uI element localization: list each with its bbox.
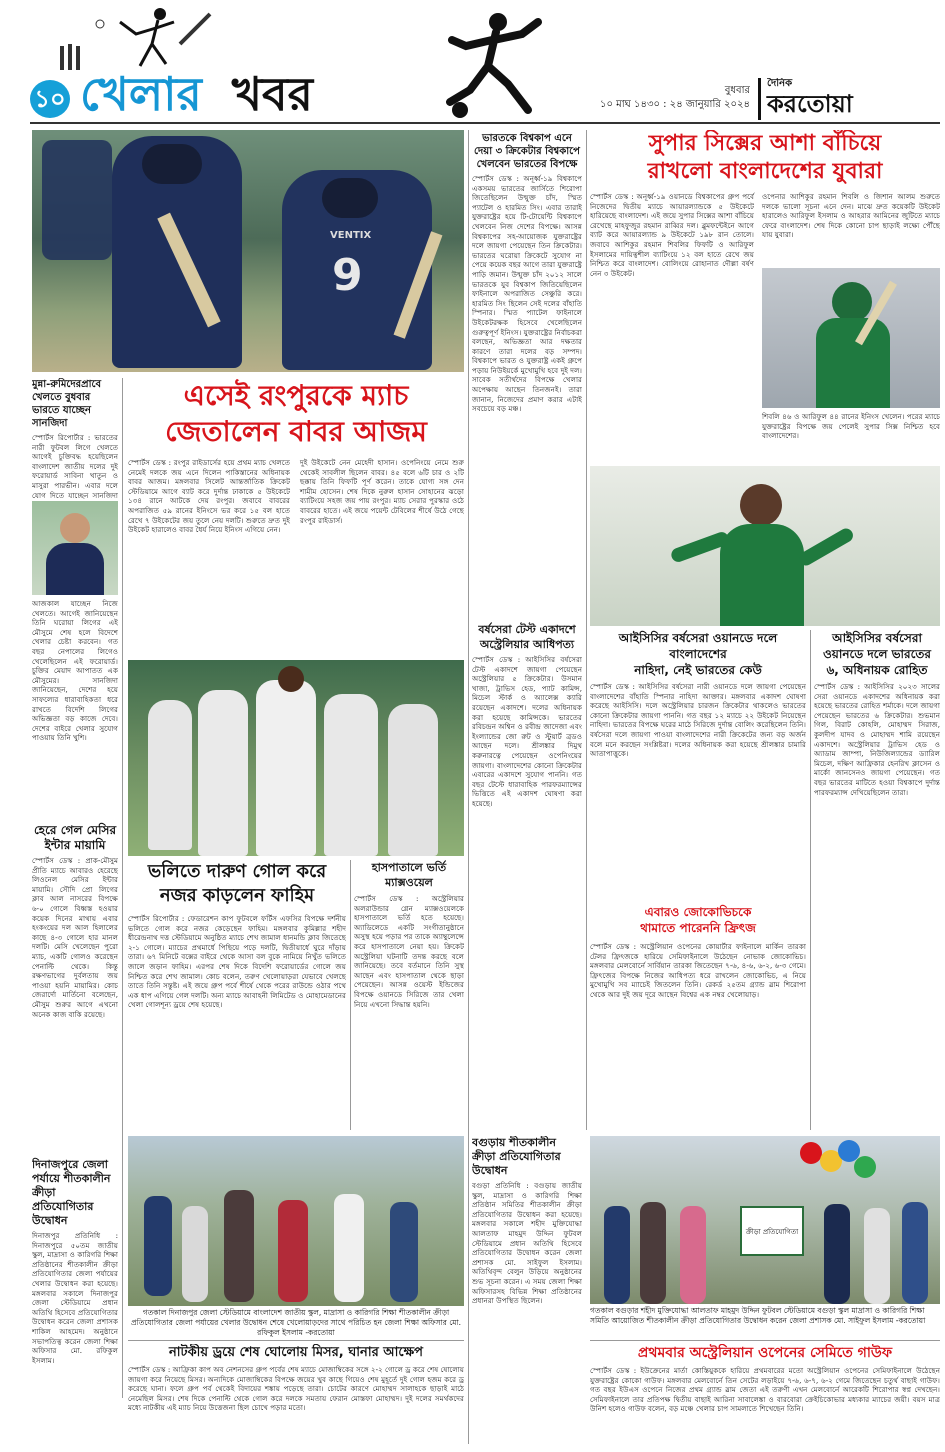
bogura-mid-story: [472, 1136, 582, 1444]
u19-story-col1: স্পোর্টস ডেস্ক : অনূর্ধ্ব-১৯ ওয়ানডে বিশ্বকাপের গ্রুপ পর্বে নিজেদের দ্বিতীয় ম্যাচে আয়ারল্যান্ডকে ৫ উইকেটে হারিয়েছে বাংলাদেশ। এই জয়ে সুপার সিক্সের আশা বাঁচিয়ে রেখেছে মাহফুজুর রহমান রাব্বির দল। ব্লুমফন্টেইনে আগে ব্যাট করে আয়ারল্যান্ড ৯ উইকেটে ১৯৮ রান তোলে। জবাবে আশিকুর রহমান শিবলির ফিফটি ও আরিফুল ইসলামের দায়িত্বশীল ব্যাটিংয়ে ১২ বল হাতে রেখে জয় নিশ্চিত করে বাংলাদেশ। বোলিংয়ে রোহানাত দৌল্লা বর্ষণ নেন ৩ উইকেট।: [590, 192, 754, 278]
messi-story: স্পোর্টস ডেস্ক : প্রাক-মৌসুম প্রীতি ম্যাচে আবারও হেরেছে লিওনেল মেসির ইন্টার মায়ামি। সৌদি প্রো লিগের ক্লাব আল নাসরের বিপক্ষে ৬-০ গোলে বিধ্বস্ত হওয়ার কয়েক দিনের মাথায় এবার হংকংয়ের দল আল হিলালের কাছে ৪-৩ গোলে হার মানল দলটি। মেসি খেলেছেন পুরো ম্যাচ, একটি গোলও করেছেন পেনাল্টি থেকে। কিন্তু রক্ষণভাগের দুর্বলতায় জয় পাওয়া হয়নি মায়ামির। কোচ জেরার্দো মার্তিনো বলেছেন, মৌসুম শুরুর আগে এখনো অনেক কাজ বাকি রয়েছে।: [32, 856, 118, 1019]
left-column: [32, 378, 118, 1398]
page-number: ১০: [34, 85, 66, 113]
babar-headline-2: জেতালেন বাবর আজম: [165, 415, 427, 448]
djokovic-headline-1: এবারও জোকোভিচকে: [644, 905, 752, 919]
maxwell-story: [354, 860, 464, 1130]
babar-batting-photo: [32, 130, 464, 372]
bogura-caption-credit: -করতোয়া: [895, 1316, 926, 1325]
jersey-text: VENTIX: [330, 230, 372, 241]
dinajpur-photo-caption: [128, 1308, 464, 1338]
section-title-1: খেলার: [80, 67, 202, 121]
paper-small: দৈনিক: [767, 78, 793, 89]
gauff-headline: প্রথমবার অস্ট্রেলিয়ান ওপেনের সেমিতে গাউফ: [637, 1345, 893, 1361]
nahida-photo: [590, 466, 940, 626]
fahim-story-body: স্পোর্টস রিপোর্টার : ফেডারেশন কাপ ফুটবলে ফর্টিস এফসির বিপক্ষে দর্শনীয় ভলিতে গোল করে নজর কেড়েছেন ফাহিম। মঙ্গলবার কুমিল্লার শহীদ ধীরেন্দ্রনাথ দত্ত স্টেডিয়ামে অনুষ্ঠিত ম্যাচে শেখ জামাল ধানমন্ডি ক্লাব জিতেছে ২-১ গোলে। ম্যাচের প্রথমার্ধে পিছিয়ে পড়ে দলটি, দ্বিতীয়ার্ধে ঘুরে দাঁড়ায় তারা। ৬৭ মিনিটে বক্সের বাইরে থেকে আসা বল বুকে নামিয়ে নিখুঁত ভলিতে জালে জড়ান ফাহিম। এরপর শেষ দিকে বিদেশি ফরোয়ার্ডের গোলে জয় নিশ্চিত করে শেখ জামাল। কোচ বলেন, তরুণ খেলোয়াড়রা যেভাবে খেলছে তাতে তিনি সন্তুষ্ট। এই জয়ে গ্রুপ পর্বে শীর্ষে থেকে পরের রাউন্ডে ওঠার পথে এক ধাপ এগিয়ে গেল দলটি। অন্য ম্যাচে আবাহনী লিমিটেড ও মোহামেডানের খেলা গোলশূন্য ড্রয়ে শেষ হয়েছে।: [128, 914, 346, 1010]
messi-headline: হেরে গেল মেসির ইন্টার মায়ামি: [33, 823, 117, 852]
dinajpur-event-photo: [128, 1136, 464, 1306]
page-number-badge: [30, 80, 70, 118]
maxwell-headline: হাসপাতালে ভর্তি ম্যাক্সওয়েল: [371, 861, 447, 889]
sanjida-story-intro: স্পোর্টস রিপোর্টার : ভারতের নারী ফুটবল লিগে খেলতে আগেই চুক্তিবদ্ধ হয়েছিলেন বাংলাদেশ জাতীয় দলের দুই ফরোয়ার্ড সাবিনা খাতুন ও মাসুরা পারভীন। এবার দলে যোগ দিতে যাচ্ছেন সানজিদা: [32, 433, 118, 500]
u19-story: [590, 130, 940, 460]
u19-headline-1: সুপার সিক্সের আশা বাঁচিয়ে: [648, 131, 882, 156]
djokovic-story-body: স্পোর্টস ডেস্ক : অস্ট্রেলিয়ান ওপেনের কোয়ার্টার ফাইনালে মার্কিন তারকা টেলর ফ্রিৎজকে হারিয়ে সেমিফাইনালে উঠেছেন নোভাক জোকোভিচ। মঙ্গলবার মেলবোর্নে সার্বিয়ান তারকা জিতেছেন ৭-৬, ৪-৬, ৬-২, ৬-৩ গেমে। ফ্রিৎজের বিপক্ষে নিজের আধিপত্য ধরে রাখলেন জোকোভিচ, এ নিয়ে মুখোমুখি সব ম্যাচেই জিতলেন তিনি। রেকর্ড ২৫তম গ্র্যান্ড স্লাম শিরোপা থেকে আর দুই জয় দূরে আছেন বিশ্বের এক নম্বর খেলোয়াড়।: [590, 942, 806, 999]
maxwell-story-body: স্পোর্টস ডেস্ক : অস্ট্রেলিয়ার অলরাউন্ডার গ্লেন ম্যাক্সওয়েলকে হাসপাতালে ভর্তি হতে হয়েছে। অ্যাডিলেডে একটি সংগীতানুষ্ঠানে অসুস্থ হয়ে পড়ার পর তাকে অ্যাম্বুলেন্সে করে হাসপাতালে নেয়া হয়। ক্রিকেট অস্ট্রেলিয়া ঘটনাটি তদন্ত করছে বলে জানিয়েছে। তবে বর্তমানে তিনি সুস্থ আছেন এবং হাসপাতাল থেকে ছাড়া পেয়েছেন। আসন্ন ওয়েস্ট ইন্ডিজের বিপক্ষে ওয়ানডে সিরিজে তার খেলা নিয়ে এখনো সিদ্ধান্ত হয়নি।: [354, 894, 464, 1009]
fahim-celebration-photo: [128, 660, 464, 856]
rohit-headline-2: ওয়ানডে দলে ভারতের: [822, 647, 932, 661]
jersey-number: 9: [332, 250, 363, 301]
sanjida-story-body: আজকাল যাচ্ছেন নিজে খেলতে। আগেই জানিয়েছেন তিনি ঘরোয়া লিগের এই মৌসুমে শেষ হলে বিদেশে খেলার চেষ্টা করবেন। গত বছর নেপালের লিগেও খেলেছিলেন এই ফরোয়ার্ড। চুক্তির মেয়াদ আপাতত এক মৌসুমের। সানজিদা জানিয়েছেন, দেশের হয়ে সাফল্যের ধারাবাহিকতা ধরে রাখতে বিদেশি লিগের অভিজ্ঞতা বড় কাজে দেবে। দেশের বাইরে খেলার সুযোগ পাওয়ায় তিনি খুশি।: [32, 599, 118, 743]
egypt-story: [128, 1344, 464, 1444]
fahim-headline-1: ভলিতে দারুণ গোল করে: [147, 861, 327, 882]
usa-story: স্পোর্টস ডেস্ক : অনূর্ধ্ব-১৯ বিশ্বকাপে একসময় ভারতের জার্সিতে শিরোপা জিতেছিলেন উন্মুক্ত চাঁদ, স্মিত প্যাটেল ও হারমিত সিং। এবার তারাই যুক্তরাষ্ট্রের হয়ে টি-টোয়েন্টি বিশ্বকাপে খেলবেন নিজ দেশের বিপক্ষে। আসন্ন বিশ্বকাপের সহ-আয়োজক যুক্তরাষ্ট্রের দলে জায়গা পেয়েছেন তিন ক্রিকেটার। ভারতের ঘরোয়া ক্রিকেটে সুযোগ না পেয়ে কয়েক বছর আগে তারা যুক্তরাষ্ট্রে পাড়ি জমান। উন্মুক্ত চাঁদ ২০১২ সালে ভারতকে যুব বিশ্বকাপ জিতিয়েছিলেন ফাইনালে অপরাজিত সেঞ্চুরি করে। হারমিত সিং ছিলেন সেই দলের বাঁহাতি স্পিনার। স্মিত প্যাটেল ফাইনালে উইকেটরক্ষক হিসেবে খেলেছিলেন গুরুত্বপূর্ণ ইনিংস। যুক্তরাষ্ট্রের নির্বাচকরা বলছেন, অভিজ্ঞতা আর দক্ষতার কারণে তারা দলের বড় সম্পদ। বিশ্বকাপে ভারত ও যুক্তরাষ্ট্র একই গ্রুপে পড়ায় নিউইয়র্কে মুখোমুখি হবে দুই দল। সাবেক সতীর্থদের বিপক্ষে খেলার অপেক্ষায় আছেন তিনজনই। তারা জানান, নিজেদের প্রমাণ করার এটাই সবচেয়ে বড় মঞ্চ।: [472, 174, 582, 414]
masthead: [0, 0, 945, 124]
footballer-silhouette-icon: [430, 10, 550, 120]
babar-headline-1: এসেই রংপুরকে ম্যাচ: [183, 379, 409, 412]
main-story: [128, 378, 464, 654]
usa-headline: ভারতকে বিশ্বকাপ এনে দেয়া ৩ ক্রিকেটার বিশ্বকাপে খেলবেন ভারতের বিপক্ষে: [474, 133, 580, 170]
fahim-story: [128, 860, 346, 1130]
babar-story-right: দুই উইকেটে নেন মেহেদী হাসান। ওপেনিংয়ে নেমে শুরু থেকেই সাবলীল ছিলেন বাবর। ৪৫ বলে ৬টি চার ও ২টি ছক্কায় তিনি ফিফটি পূর্ণ করেন। তাকে যোগ্য সঙ্গ দেন শামীম হোসেন। শেষ দিকে নুরুল হাসান সোহানের ঝড়ো ব্যাটিংয়ে সহজ জয় পায় রংপুর। ম্যাচ সেরার পুরস্কার ওঠে বাবরের হাতে। এই জয়ে পয়েন্ট টেবিলের শীর্ষে উঠে গেছে রংপুর রাইডার্স।: [300, 458, 464, 525]
bogura-event-photo: [590, 1136, 940, 1304]
babar-story-left: স্পোর্টস ডেস্ক : রংপুর রাইডার্সের হয়ে প্রথম ম্যাচ খেলতে নেমেই দলকে জয় এনে দিলেন পাকিস্তানের অধিনায়ক বাবর আজম। মঙ্গলবার সিলেট আন্তর্জাতিক ক্রিকেট স্টেডিয়ামে আগে ব্যাট করে দুর্দান্ত ঢাকাকে ৫ উইকেটে ১৩৪ রানে আটকে দেয় রংপুর। জবাবে বাবরের অপরাজিত ৫৯ রানের ইনিংসে ভর করে ১৫ বল হাতে রেখে ৭ উইকেটের জয় তুলে নেয় দলটি। শুরুতে দ্রুত দুই উইকেট হারালেও বাবর ধৈর্য নিয়ে ইনিংস এগিয়ে নেন।: [128, 458, 290, 535]
test-xi-headline: বর্ষসেরা টেস্ট একাদশে অস্ট্রেলিয়ার আধিপত্য: [478, 623, 576, 651]
sanjida-headline: মুন্না-রুমিদেরপ্রাবে খেলতে বুধবার ভারতে যাচ্ছেন সানজিদা: [32, 379, 102, 429]
rohit-headline-3: ৬, অধিনায়ক রোহিত: [826, 663, 928, 677]
djokovic-story: [590, 904, 806, 1130]
egypt-headline: নাটকীয় ড্রয়ে শেষ ঘোলোয় মিসর, ঘানার আক্ষেপ: [168, 1345, 424, 1360]
mid-column: [472, 132, 582, 857]
dateline: [560, 84, 750, 116]
nahida-story: [590, 630, 806, 900]
dinajpur-headline: দিনাজপুরে জেলা পর্যায়ে শীতকালীন ক্রীড়া প্রতিযোগিতার উদ্বোধন: [32, 1158, 111, 1227]
u19-headline-2: রাখলো বাংলাদেশের যুবারা: [647, 159, 883, 184]
weekday: বুধবার: [724, 85, 750, 96]
section-title-2: খবর: [231, 67, 313, 121]
fahim-headline-2: নজর কাড়লেন ফাহিম: [159, 885, 315, 906]
dinajpur-caption-credit: -করতোয়া: [305, 1328, 335, 1337]
cricket-illustration-icon: [40, 4, 220, 74]
dinajpur-story: দিনাজপুর প্রতিনিধি : দিনাজপুরে ৫০তম জাতীয় স্কুল, মাদ্রাসা ও কারিগরি শিক্ষা প্রতিষ্ঠানের শীতকালীন ক্রীড়া প্রতিযোগিতার জেলা পর্যায়ের খেলার উদ্বোধন করা হয়েছে। মঙ্গলবার সকালে দিনাজপুর জেলা স্টেডিয়ামে প্রধান অতিথি হিসেবে প্রতিযোগিতার উদ্বোধন করেন জেলা প্রশাসক শাকিল আহমেদ। অনুষ্ঠানে সভাপতিত্ব করেন জেলা শিক্ষা অফিসার মো. রফিকুল ইসলাম।: [32, 1231, 118, 1365]
paper-logo: [758, 78, 938, 120]
djokovic-headline-2: থামাতে পারেননি ফ্রিৎজ: [640, 921, 756, 935]
gauff-story-body: স্পোর্টস ডেস্ক : ইউক্রেনের মার্তা কোস্তিয়ুককে হারিয়ে প্রথমবারের মতো অস্ট্রেলিয়ান ওপেনের সেমিফাইনালে উঠেছেন যুক্তরাষ্ট্রের কোকো গাউফ। মঙ্গলবার মেলবোর্নে তিন সেটের লড়াইয়ে ৭-৬, ৬-৭, ৬-২ গেমে জিতেছেন চতুর্থ বাছাই গাউফ। গত বছর ইউএস ওপেনে নিজের প্রথম গ্র্যান্ড স্লাম জেতা এই তরুণী এখন মেলবোর্নে আরেকটি শিরোপার স্বপ্ন দেখছেন। সেমিফাইনালে তার প্রতিপক্ষ দ্বিতীয় বাছাই আরিনা সাবালেঙ্কা ও বারবোরা ক্রেইচিকোভার মধ্যকার ম্যাচের জয়ী। বয়স মাত্র উনিশ হলেও গাউফ বলেন, বড় মঞ্চে খেলার চাপ সামলাতে শিখেছেন তিনি।: [590, 1366, 940, 1414]
u19-caption: শিবলি ৪৬ ও আরিফুল ৪৪ রানের ইনিংস খেলেন। পরের ম্যাচে যুক্তরাষ্ট্রের বিপক্ষে জয় পেলেই সুপার সিক্স নিশ্চিত হবে বাংলাদেশের।: [762, 412, 940, 441]
u19-batter-photo: [762, 268, 940, 408]
bogura-headline: বগুড়ায় শীতকালীন ক্রীড়া প্রতিযোগিতার উদ্বোধন: [472, 1136, 561, 1177]
rohit-story: [814, 630, 940, 1130]
nahida-story-body: স্পোর্টস ডেস্ক : আইসিসির বর্ষসেরা নারী ওয়ানডে দলে জায়গা পেয়েছেন বাংলাদেশের বাঁহাতি স্পিনার নাহিদা আক্তার। মঙ্গলবার একাদশ ঘোষণা করেছে আইসিসি। দলে অস্ট্রেলিয়ার চারজন ক্রিকেটার থাকলেও ভারতের কোনো ক্রিকেটার জায়গা পাননি। গত বছর ১২ ম্যাচে ২২ উইকেট নিয়েছেন নাহিদা। ভারতের বিপক্ষে ঘরের মাঠে সিরিজে দুর্দান্ত বোলিং করেছিলেন তিনি। বর্ষসেরা দলে জায়গা পাওয়া বাংলাদেশের নারী ক্রিকেটের জন্য বড় অর্জন বলে মনে করছেন সংশ্লিষ্টরা। দলের অধিনায়ক করা হয়েছে শ্রীলঙ্কার চামারি আতাপাত্তুকে।: [590, 682, 806, 759]
u19-story-col2: ওপেনার আশিকুর রহমান শিবলি ও জিশান আলম শুরুতে দলকে ভালো সূচনা এনে দেন। মাঝে দ্রুত কয়েকটি উইকেট হারালেও আরিফুল ইসলাম ও আহরার আমিনের জুটিতে ম্যাচে ফেরে বাংলাদেশ। শেষ দিকে কোনো চাপ ছাড়াই লক্ষ্যে পৌঁছে যায় যুবারা।: [762, 192, 940, 240]
dinajpur-caption-text: গতকাল দিনাজপুর জেলা স্টেডিয়ামে বাংলাদেশ জাতীয় স্কুল, মাদ্রাসা ও কারিগরি শিক্ষা শীতকালীন ক্রীড়া প্রতিযোগিতার জেলা পর্যায়ের খেলার উদ্বোধন শেষে খেলোয়াড়দের সাথে পরিচিত হন জেলা শিক্ষা অফিসার মো. রফিকুল ইসলাম: [130, 1308, 462, 1337]
gauff-story: [590, 1344, 940, 1444]
egypt-story-body: স্পোর্টস ডেস্ক : আফ্রিকা কাপ অব নেশনসের গ্রুপ পর্বের শেষ ম্যাচে মোজাম্বিকের সঙ্গে ২-২ গোলে ড্র করে শেষ ষোলোয় জায়গা করে নিয়েছে মিসর। অন্যদিকে মোজাম্বিকের বিপক্ষে জয়ের খুব কাছে গিয়েও শেষ মুহূর্তে দুই গোল হজম করে ড্র করেছে ঘানা। ফলে গ্রুপ পর্ব থেকেই বিদায়ের শঙ্কায় পড়েছে তারা। চোটের কারণে মোহাম্মদ সালাহকে ছাড়াই মাঠে নেমেছিল মিসর। শেষ দিকে পেনাল্টি থেকে গোল করে দলকে সমতায় ফেরান মোস্তফা মোহাম্মদ। দুই দলের সমর্থকদের মধ্যে নাটকীয় এই ম্যাচ নিয়ে উত্তেজনা ছিল চোখে পড়ার মতো।: [128, 1365, 464, 1413]
event-banner-text: ক্রীড়া প্রতিযোগিতা: [745, 1228, 799, 1236]
event-banner: [740, 1206, 804, 1256]
rohit-headline-1: আইসিসির বর্ষসেরা: [832, 631, 922, 645]
date-text: ১০ মাঘ ১৪৩০ : ২৪ জানুয়ারি ২০২৪: [600, 99, 750, 110]
sanjida-photo: [32, 501, 118, 595]
nahida-headline-2: নাহিদা, নেই ভারতের কেউ: [634, 663, 762, 677]
test-xi-story: স্পোর্টস ডেস্ক : আইসিসির বর্ষসেরা টেস্ট একাদশে জায়গা পেয়েছেন অস্ট্রেলিয়ার ৫ ক্রিকেটার। উসমান খাজা, ট্রাভিস হেড, প্যাট কামিন্স, মিচেল স্টার্ক ও অ্যালেক্স ক্যারি রয়েছেন একাদশে। দলের অধিনায়ক করা হয়েছে কামিন্সকে। ভারতের রবিচন্দ্রন অশ্বিন ও রবীন্দ্র জাদেজা এবং ইংল্যান্ডের জো রুট ও স্টুয়ার্ট ব্রডও আছেন দলে। শ্রীলঙ্কার দিমুথ করুনারত্নে পেয়েছেন ওপেনিংয়ের জায়গা। বাংলাদেশের কোনো ক্রিকেটার এবারের একাদশে সুযোগ পাননি। গত বছর টেস্টে ধারাবাহিক পারফরম্যান্সের ভিত্তিতে এই একাদশ ঘোষণা করা হয়েছে।: [472, 655, 582, 808]
bogura-story: বগুড়া প্রতিনিধি : বগুড়ায় জাতীয় স্কুল, মাদ্রাসা ও কারিগরি শিক্ষা প্রতিষ্ঠান সমিতির শীতকালীন ক্রীড়া প্রতিযোগিতার উদ্বোধন করা হয়েছে। মঙ্গলবার সকালে শহীদ মুক্তিযোদ্ধা আলতাফ মাহমুদ উদ্দিন ফুটবল স্টেডিয়ামে প্রধান অতিথি হিসেবে প্রতিযোগিতার উদ্বোধন করেন জেলা প্রশাসক মো. সাইফুল ইসলাম। অতিথিবৃন্দ বেলুন উড়িয়ে অনুষ্ঠানের শুভ সূচনা করেন। এ সময় জেলা শিক্ষা অফিসারসহ বিভিন্ন শিক্ষা প্রতিষ্ঠানের প্রধানরা উপস্থিত ছিলেন।: [472, 1181, 582, 1306]
nahida-headline-1: আইসিসির বর্ষসেরা ওয়ানডে দলে বাংলাদেশের: [618, 631, 778, 661]
bogura-photo-caption: [590, 1306, 940, 1336]
bogura-caption-text: গতকাল বগুড়ার শহীদ মুক্তিযোদ্ধা আলতাফ মাহমুদ উদ্দিন ফুটবল স্টেডিয়ামে বগুড়া স্কুল মাদ্রাসা ও কারিগরি শিক্ষা সমিতি আয়োজিত শীতকালীন ক্রীড়া প্রতিযোগিতার উদ্বোধন করেন জেলা প্রশাসক মো. সাইফুল ইসলাম: [590, 1306, 925, 1325]
rohit-story-body: স্পোর্টস ডেস্ক : আইসিসির ২০২৩ সালের সেরা ওয়ানডে একাদশের অধিনায়ক করা হয়েছে ভারতের রোহিত শর্মাকে। দলে জায়গা পেয়েছেন ভারতের ৬ ক্রিকেটার। শুভমান গিল, বিরাট কোহলি, মোহাম্মদ সিরাজ, কুলদীপ যাদব ও মোহাম্মদ শামি রয়েছেন একাদশে। অস্ট্রেলিয়ার ট্রাভিস হেড ও অ্যাডাম জাম্পা, নিউজিল্যান্ডের ড্যারিল মিচেল, দক্ষিণ আফ্রিকার হেনরিখ ক্লাসেন ও মার্কো জানসেনও জায়গা পেয়েছেন। গত বছর ভারতের মাটিতে হওয়া বিশ্বকাপে দুর্দান্ত পারফরম্যান্স দেখিয়েছিলেন তারা।: [814, 682, 940, 797]
paper-name: করতোয়া: [767, 90, 853, 118]
